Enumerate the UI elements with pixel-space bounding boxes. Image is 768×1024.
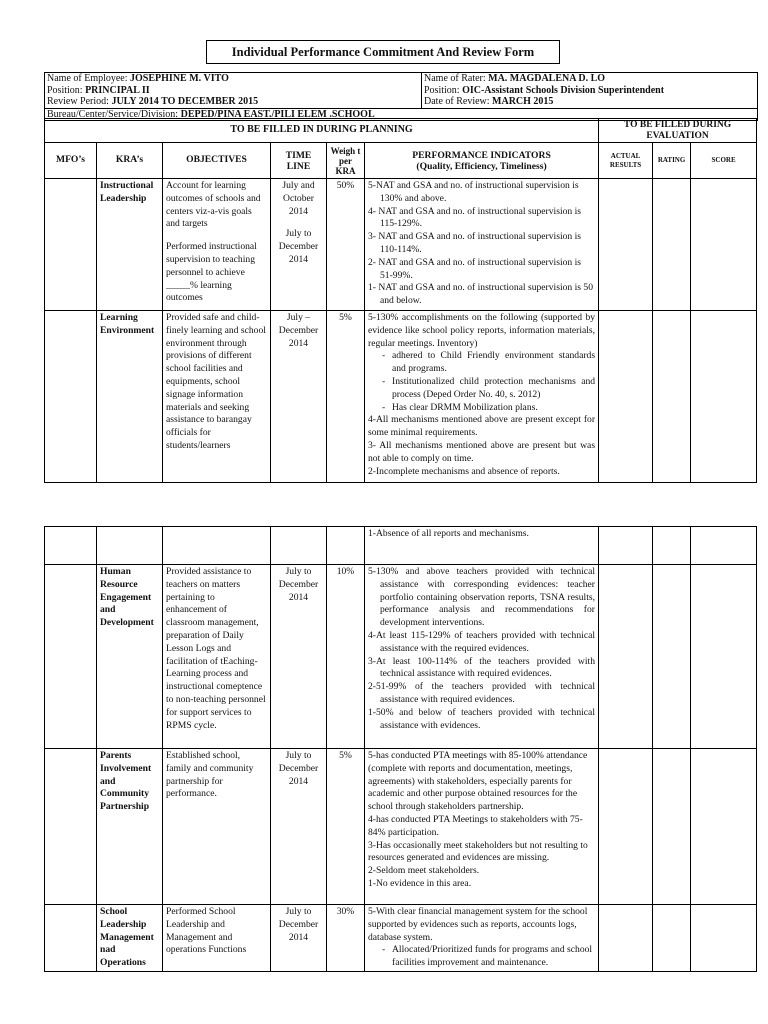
position-line xyxy=(47,85,421,97)
col-rating: RATING xyxy=(653,143,691,179)
rater-position: OIC-Assistant Schools Division Superintendent xyxy=(462,84,665,96)
rater-label: Name of Rater: xyxy=(424,73,486,84)
indicator-text: 2-Incomplete mechanisms and absence of reports. xyxy=(368,465,560,477)
table-row xyxy=(45,179,757,311)
objectives-cell xyxy=(163,527,271,565)
rater-position-label: Position: xyxy=(424,84,460,96)
indicator-text: 1-No evidence in this area. xyxy=(368,877,472,889)
objectives-cell: Provided safe and child-finely learning and school environment through provisions of different school facilities and equipments, school signage information materials and seeking assistance to barangay officials for students/learners xyxy=(163,311,271,483)
rating-cell xyxy=(653,311,691,483)
table-row xyxy=(45,905,757,972)
objectives-cell xyxy=(163,179,271,311)
indicator-text: 2-Seldom meet stakeholders. xyxy=(368,865,480,877)
timeline-cell: July to December 2014 xyxy=(271,565,327,749)
actual-results-cell xyxy=(599,179,653,311)
indicator-text: 2-51-99% of the teachers provided with technical assistance with required evidences. xyxy=(368,681,595,705)
evaluation-section-header: TO BE FILLED DURING EVALUATION xyxy=(599,119,757,143)
col-mfo: MFO’s xyxy=(45,143,97,179)
indicator-text: 4-has conducted PTA Meetings to stakeholders with 75-84% participation. xyxy=(368,813,583,838)
rating-cell xyxy=(653,905,691,972)
review-period: JULY 2014 TO DECEMBER 2015 xyxy=(111,96,259,107)
rating-cell xyxy=(653,179,691,311)
actual-results-cell xyxy=(599,565,653,749)
review-date-label: Date of Review: xyxy=(424,96,490,107)
indicators-cell: 1-Absence of all reports and mechanisms. xyxy=(365,527,599,565)
col-weight: Weigh t per KRA xyxy=(327,143,365,179)
col-indicators xyxy=(365,143,599,179)
indicator-text: 4-At least 115-129% of teachers provided with technical assistance with the required evidences. xyxy=(368,629,595,654)
ipcr-table-page-2 xyxy=(44,526,757,972)
table-row xyxy=(45,527,757,565)
weight-cell: 50% xyxy=(327,179,365,311)
score-cell xyxy=(691,527,757,565)
indicators-cell xyxy=(365,565,599,749)
review-date: MARCH 2015 xyxy=(492,96,554,107)
timeline-text: July and October 2014 xyxy=(282,180,315,217)
table-row xyxy=(45,311,757,483)
weight-cell xyxy=(327,527,365,565)
mfo-cell xyxy=(45,527,97,565)
bureau-name: DEPED/PINA EAST./PILI ELEM .SCHOOL xyxy=(180,108,375,120)
kra-cell xyxy=(97,527,163,565)
score-cell xyxy=(691,311,757,483)
rater-name: MA. MAGDALENA D. LO xyxy=(488,73,606,84)
bureau-label: Bureau/Center/Service/Division: xyxy=(47,108,179,120)
indicator-text: 4-All mechanisms mentioned above are present except for some minimal requirements. xyxy=(368,414,596,439)
planning-section-header: TO BE FILLED IN DURING PLANNING xyxy=(45,119,599,143)
employee-line xyxy=(47,73,421,85)
weight-cell: 5% xyxy=(327,749,365,905)
kra-cell: Learning Environment xyxy=(97,311,163,483)
indicator-bullet: - adhered to Child Friendly environment standards and programs. xyxy=(368,350,595,376)
mfo-cell xyxy=(45,905,97,972)
actual-results-cell xyxy=(599,749,653,905)
score-cell xyxy=(691,905,757,972)
actual-results-cell xyxy=(599,527,653,565)
employee-position: PRINCIPAL II xyxy=(85,84,150,96)
indicators-subtitle: (Quality, Efficiency, Timeliness) xyxy=(416,160,547,172)
indicator-text: 5-130% and above teachers provided with technical assistance with corresponding evidences: teacher portfolio containing observation reports, TSNA results, performance analysis and recommendations for development interventions. xyxy=(368,566,595,629)
kra-cell: Human Resource Engagement and Development xyxy=(97,565,163,749)
mfo-cell xyxy=(45,179,97,311)
indicators-cell xyxy=(365,311,599,483)
col-objectives: OBJECTIVES xyxy=(163,143,271,179)
form-header xyxy=(44,72,758,121)
employee-name: JOSEPHINE M. VITO xyxy=(130,73,229,84)
indicator-text: 3-At least 100-114% of the teachers provided with technical assistance with required evidences. xyxy=(368,655,595,680)
mfo-cell xyxy=(45,311,97,483)
indicators-cell xyxy=(365,179,599,311)
rating-cell xyxy=(653,527,691,565)
col-timeline: TIME LINE xyxy=(271,143,327,179)
indicators-title: PERFORMANCE INDICATORS xyxy=(412,149,551,161)
mfo-cell xyxy=(45,565,97,749)
table-row xyxy=(45,565,757,749)
col-kra: KRA’s xyxy=(97,143,163,179)
objectives-cell: Established school, family and community partnership for performance. xyxy=(163,749,271,905)
kra-cell: Parents Involvement and Community Partnership xyxy=(97,749,163,905)
timeline-cell: July to December 2014 xyxy=(271,749,327,905)
weight-cell: 5% xyxy=(327,311,365,483)
form-title: Individual Performance Commitment And Review Form xyxy=(206,40,560,64)
indicator-text: 3-Has occasionally meet stakeholders but not resulting to resources generated and evidences are missing. xyxy=(368,839,588,864)
indicator-bullet: - Has clear DRMM Mobilization plans. xyxy=(368,402,595,415)
position-label: Position: xyxy=(47,84,83,96)
rater-line xyxy=(424,73,757,85)
indicator-text: 5-130% accomplishments on the following (supported by evidence like school policy reports, information materials, regular meetings. Inventory) xyxy=(368,312,596,349)
indicator-text: 3- All mechanisms mentioned above are present but was not able to comply on time. xyxy=(368,439,596,464)
review-date-line xyxy=(424,96,757,108)
weight-cell: 30% xyxy=(327,905,365,972)
actual-results-cell xyxy=(599,905,653,972)
indicator-text: 5-NAT and GSA and no. of instructional supervision is 130% and above. xyxy=(368,180,579,204)
col-score: SCORE xyxy=(691,143,757,179)
rating-cell xyxy=(653,565,691,749)
score-cell xyxy=(691,749,757,905)
objective-text: Performed instructional supervision to teaching personnel to achieve _____% learning outcomes xyxy=(166,241,257,304)
ipcr-table-page-1 xyxy=(44,118,757,483)
timeline-cell: July to December 2014 xyxy=(271,905,327,972)
timeline-cell: July – December 2014 xyxy=(271,311,327,483)
score-cell xyxy=(691,179,757,311)
indicator-bullet: - Allocated/Prioritized funds for programs and school facilities improvement and maintenance. xyxy=(368,944,595,970)
score-cell xyxy=(691,565,757,749)
actual-results-cell xyxy=(599,311,653,483)
period-line xyxy=(47,96,421,108)
timeline-cell xyxy=(271,527,327,565)
objectives-cell: Provided assistance to teachers on matters pertaining to enhancement of classroom management, preparation of Daily Lesson Logs and facilitation of tEaching-Learning process and instructional comeptence to non-teaching personnel for support services to RPMS cycle. xyxy=(163,565,271,749)
table-row xyxy=(45,749,757,905)
objectives-cell: Performed School Leadership and Management and operations Functions xyxy=(163,905,271,972)
indicators-cell xyxy=(365,905,599,972)
objective-text: Account for learning outcomes of schools and centers viz-a-vis goals and targets xyxy=(166,180,261,230)
indicator-text: 3- NAT and GSA and no. of instructional supervision is 110-114%. xyxy=(368,231,582,255)
indicator-text: 1- NAT and GSA and no. of instructional supervision is 50 and below. xyxy=(368,282,593,307)
rater-position-line xyxy=(424,85,757,97)
indicator-text: 1-50% and below of teachers provided with technical assistance with evidences. xyxy=(368,706,595,731)
indicator-text: 5-has conducted PTA meetings with 85-100% attendance (complete with reports and documentation, meetings, agreements) with stakeholders, especially parents for academic and other purpose obtained resources for the school through stakeholders partnership. xyxy=(368,750,588,813)
indicator-bullet: - Institutionalized child protection mechanisms and process (Deped Order No. 40, s. 2012) xyxy=(368,376,595,402)
period-label: Review Period: xyxy=(47,96,109,107)
kra-cell: Instructional Leadership xyxy=(97,179,163,311)
indicator-text: 5-With clear financial management system for the school supported by evidences such as reports, accounts logs, database system. xyxy=(368,906,588,943)
col-actual-results: ACTUAL RESULTS xyxy=(599,143,653,179)
kra-cell: School Leadership Management nad Operations xyxy=(97,905,163,972)
rating-cell xyxy=(653,749,691,905)
indicator-text: 2- NAT and GSA and no. of instructional supervision is 51-99%. xyxy=(368,256,582,281)
employee-label: Name of Employee: xyxy=(47,73,128,84)
indicator-text: 4- NAT and GSA and no. of instructional supervision is 115-129%. xyxy=(368,205,582,230)
timeline-text: July to December 2014 xyxy=(278,228,319,265)
weight-cell: 10% xyxy=(327,565,365,749)
indicators-cell xyxy=(365,749,599,905)
timeline-cell xyxy=(271,179,327,311)
mfo-cell xyxy=(45,749,97,905)
